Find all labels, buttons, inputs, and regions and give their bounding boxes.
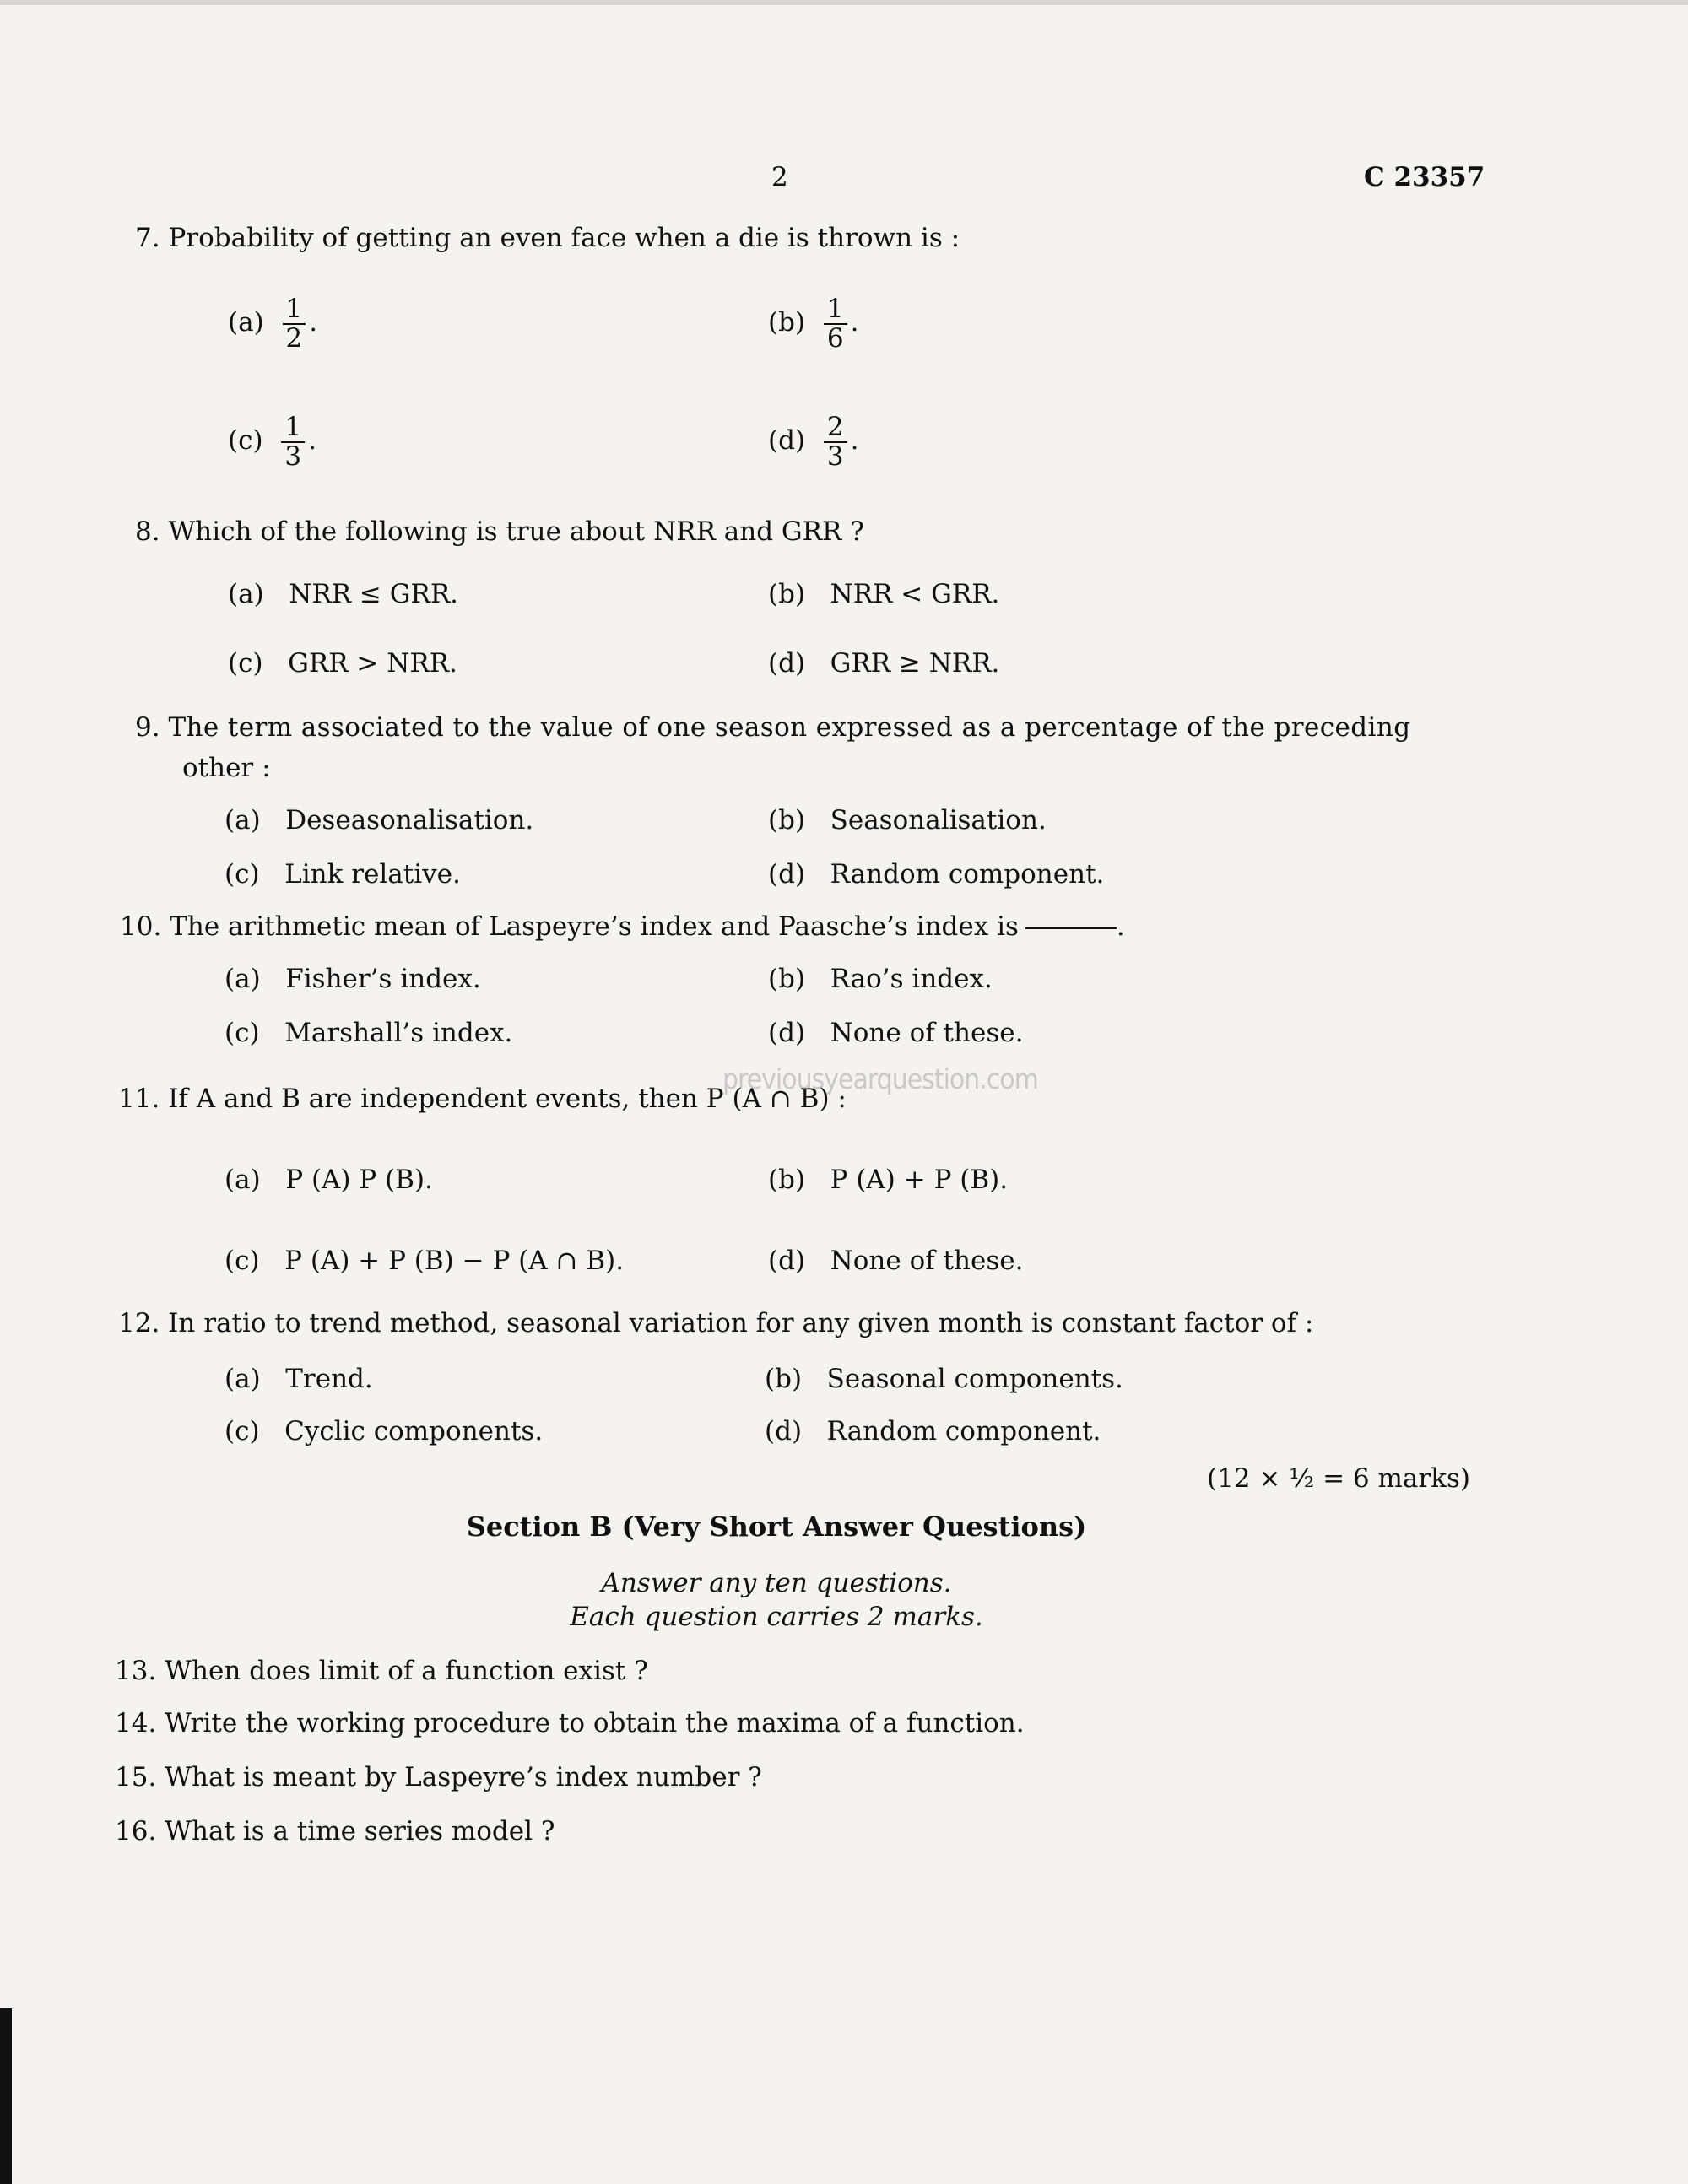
question-12: 12. In ratio to trend method, seasonal variation for any given month is constant factor of :	[118, 1308, 1314, 1338]
fraction: $\frac{1}{2}$	[283, 295, 306, 352]
option-d: (d) None of these.	[768, 1246, 1024, 1276]
option-b: (b) Seasonal components.	[765, 1364, 1123, 1394]
question-7	[135, 223, 960, 253]
question-10: 10. The arithmetic mean of Laspeyre’s index and Paasche’s index is .	[120, 911, 1125, 942]
scan-edge	[0, 2008, 12, 2184]
option-a: (a) P (A) P (B).	[225, 1165, 433, 1195]
question-13: 13. When does limit of a function exist ?	[115, 1656, 648, 1686]
question-15: 15. What is meant by Laspeyre’s index number ?	[115, 1762, 762, 1792]
option-d: (d) Random component.	[765, 1416, 1101, 1446]
question-11: 11. If A and B are independent events, then P (A ∩ B) :	[118, 1084, 847, 1114]
section-b-instruction: Answer any ten questions.	[601, 1568, 952, 1598]
paper-code: C 23357	[1364, 162, 1485, 192]
fraction: $\frac{1}{3}$	[281, 414, 305, 470]
fraction: $\frac{2}{3}$	[824, 414, 847, 470]
question-9-continued: other :	[182, 753, 271, 783]
question-text: Probability of getting an even face when a die is thrown is :	[168, 223, 960, 253]
option-d: (d) None of these.	[768, 1018, 1024, 1048]
option-c: (c) GRR > NRR.	[228, 648, 457, 678]
option-c: (c) $\frac{1}{3}$ .	[228, 412, 317, 472]
question-8: 8. Which of the following is true about NRR and GRR ?	[135, 516, 864, 547]
option-b: (b) $\frac{1}{6}$ .	[768, 294, 859, 354]
option-d: (d) GRR ≥ NRR.	[768, 648, 1000, 678]
option-b: (b) NRR < GRR.	[768, 579, 1000, 609]
option-b: (b) Rao’s index.	[768, 964, 993, 994]
option-b: (b) Seasonalisation.	[768, 805, 1047, 835]
section-b-instruction: Each question carries 2 marks.	[570, 1602, 983, 1632]
option-b: (b) P (A) + P (B).	[768, 1165, 1009, 1195]
option-c: (c) Marshall’s index.	[225, 1018, 513, 1048]
watermark: previousyearquestion.com	[722, 1063, 1038, 1096]
question-number: 7.	[135, 223, 160, 253]
question-14: 14. Write the working procedure to obtain the maxima of a function.	[115, 1708, 1025, 1738]
page-number: 2	[771, 162, 788, 192]
question-9: 9. The term associated to the value of one season expressed as a percentage of the preceding	[135, 712, 1411, 743]
option-d: (d) Random component.	[768, 859, 1105, 889]
option-a: (a) Fisher’s index.	[225, 964, 481, 994]
option-c: (c) P (A) + P (B) − P (A ∩ B).	[225, 1246, 625, 1276]
option-a: (a) Trend.	[225, 1364, 373, 1394]
option-a: (a) Deseasonalisation.	[225, 805, 534, 835]
option-c: (c) Link relative.	[225, 859, 461, 889]
marks-note: (12 × ½ = 6 marks)	[1206, 1463, 1470, 1494]
fraction: $\frac{1}{6}$	[824, 295, 847, 352]
answer-blank	[1025, 927, 1117, 929]
question-16: 16. What is a time series model ?	[115, 1816, 555, 1846]
section-b-title: Section B (Very Short Answer Questions)	[466, 1511, 1087, 1543]
option-a: (a) NRR ≤ GRR.	[228, 579, 459, 609]
option-d: (d) $\frac{2}{3}$ .	[768, 412, 859, 472]
option-a: (a) $\frac{1}{2}$ .	[228, 294, 318, 354]
option-c: (c) Cyclic components.	[225, 1416, 544, 1446]
top-edge	[0, 0, 1688, 5]
